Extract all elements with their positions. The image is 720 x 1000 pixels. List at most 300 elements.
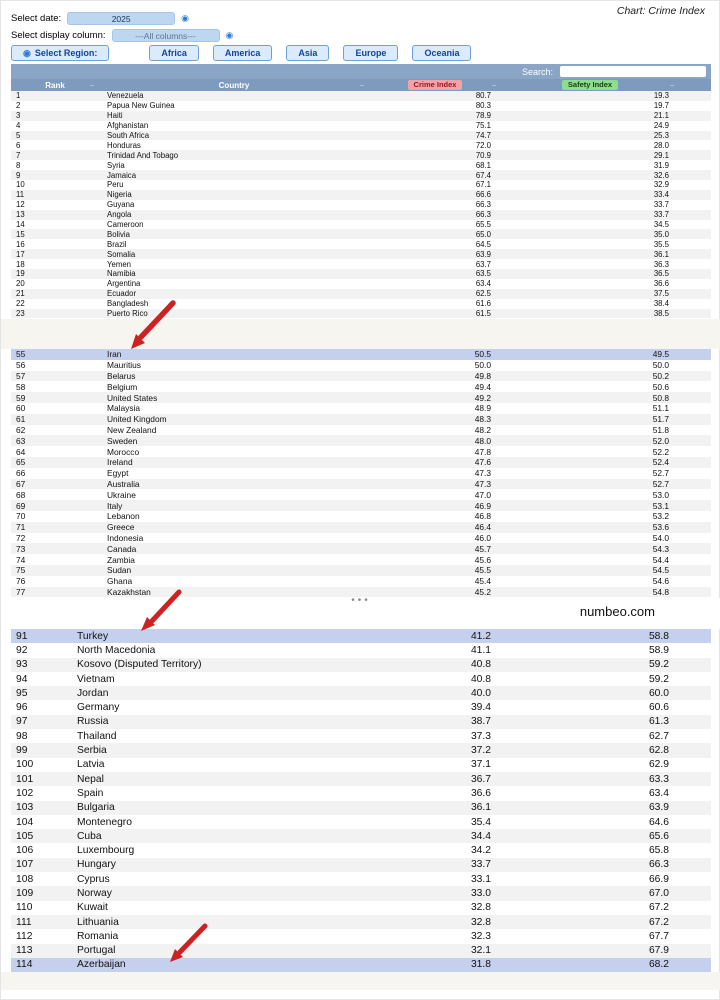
select-column-label: Select display column: [11, 30, 106, 41]
date-select-value: 2025 [111, 13, 131, 24]
cell-crime: 61.5 [475, 309, 491, 319]
cell-safety: 19.3 [653, 91, 669, 101]
table-row[interactable] [11, 643, 711, 657]
search-input[interactable] [560, 66, 706, 77]
cell-country: Cuba [77, 830, 102, 842]
cell-safety: 53.1 [652, 500, 669, 511]
date-control [11, 12, 189, 25]
cell-safety: 38.5 [653, 309, 669, 319]
table-row[interactable] [11, 101, 711, 111]
cell-country: North Macedonia [77, 644, 156, 656]
cell-rank: 64 [16, 446, 26, 457]
crime-index-badge: Crime Index [408, 80, 463, 90]
cell-safety: 19.7 [653, 101, 669, 111]
cell-country: Namibia [107, 269, 136, 279]
cell-country: Lithuania [77, 916, 119, 928]
cell-rank: 68 [16, 489, 26, 500]
cell-rank: 12 [16, 200, 25, 210]
table-row[interactable] [11, 360, 711, 371]
cell-crime: 49.4 [474, 381, 491, 392]
sort-icon: – [670, 81, 674, 89]
cell-crime: 46.0 [474, 532, 491, 543]
table-row[interactable] [11, 259, 711, 269]
cell-country: Somalia [107, 249, 136, 259]
cell-safety: 66.9 [648, 873, 669, 885]
table-row[interactable] [11, 468, 711, 479]
cell-country: New Zealand [107, 424, 157, 435]
cell-safety: 35.0 [653, 229, 669, 239]
cell-rank: 111 [16, 916, 32, 928]
cell-country: Italy [107, 500, 123, 511]
cell-safety: 38.4 [653, 299, 669, 309]
cell-rank: 71 [16, 522, 26, 533]
cell-safety: 52.2 [652, 446, 669, 457]
cell-safety: 36.6 [653, 279, 669, 289]
cell-rank: 74 [16, 554, 26, 565]
country-header-label: Country [218, 80, 250, 90]
rank-header-label: Rank [45, 80, 65, 90]
cell-country: Angola [107, 210, 132, 220]
cell-safety: 36.5 [653, 269, 669, 279]
cell-safety: 54.3 [652, 543, 669, 554]
cell-safety: 67.9 [648, 945, 669, 957]
cell-safety: 29.1 [653, 150, 669, 160]
table-row[interactable] [11, 299, 711, 309]
table-row[interactable] [11, 658, 711, 672]
cell-rank: 114 [16, 959, 33, 971]
cell-safety: 62.9 [648, 759, 669, 771]
cell-rank: 10 [16, 180, 25, 190]
cell-rank: 11 [16, 190, 25, 200]
table-row[interactable] [11, 886, 711, 900]
cell-safety: 52.7 [652, 468, 669, 479]
cell-rank: 99 [16, 745, 28, 757]
cell-rank: 59 [16, 392, 26, 403]
table-row[interactable] [11, 446, 711, 457]
region-controls [11, 45, 471, 61]
table-row[interactable] [11, 489, 711, 500]
table-row[interactable] [11, 929, 711, 943]
cell-rank: 102 [16, 787, 34, 799]
cell-rank: 103 [16, 802, 34, 814]
cell-country: Portugal [77, 945, 116, 957]
cell-safety: 24.9 [653, 121, 669, 131]
table-row[interactable] [11, 858, 711, 872]
cell-crime: 33.0 [470, 887, 491, 899]
table-header [11, 79, 711, 91]
table-row[interactable] [11, 239, 711, 249]
cell-safety: 33.7 [653, 200, 669, 210]
cell-country: Yemen [107, 259, 131, 269]
cell-safety: 54.4 [652, 554, 669, 565]
cell-safety: 33.4 [653, 190, 669, 200]
cell-country: Cameroon [107, 220, 144, 230]
cell-safety: 28.0 [653, 140, 669, 150]
table-row[interactable] [11, 901, 711, 915]
cell-rank: 104 [16, 816, 34, 828]
table-row[interactable] [11, 91, 711, 101]
cell-rank: 18 [16, 259, 25, 269]
cell-crime: 32.3 [470, 930, 491, 942]
cell-rank: 93 [16, 659, 28, 671]
cell-crime: 63.9 [475, 249, 491, 259]
table-row[interactable] [11, 815, 711, 829]
cell-safety: 54.5 [652, 565, 669, 576]
cell-safety: 59.2 [648, 659, 669, 671]
cell-rank: 108 [16, 873, 34, 885]
cell-country: Belgium [107, 381, 138, 392]
cell-country: Sweden [107, 435, 138, 446]
cell-country: Turkey [77, 630, 109, 642]
cell-crime: 50.5 [474, 349, 491, 360]
table-row[interactable] [11, 289, 711, 299]
cell-rank: 61 [16, 414, 26, 425]
cell-rank: 113 [16, 945, 33, 957]
cell-safety: 52.7 [652, 478, 669, 489]
cell-rank: 110 [16, 902, 33, 914]
cell-safety: 54.8 [652, 586, 669, 597]
search-label: Search: [521, 66, 553, 77]
table-row[interactable] [11, 220, 711, 230]
table-row[interactable] [11, 843, 711, 857]
column-header-pad [679, 79, 711, 91]
cell-country: Iran [107, 349, 122, 360]
cell-rank: 23 [16, 309, 25, 319]
cell-crime: 41.1 [470, 644, 491, 656]
table-row[interactable] [11, 543, 711, 554]
cell-safety: 63.3 [648, 773, 669, 785]
cell-country: Jordan [77, 687, 109, 699]
cell-rank: 107 [16, 859, 34, 871]
cell-safety: 67.2 [648, 916, 669, 928]
cell-country: Serbia [77, 745, 107, 757]
table-row[interactable] [11, 392, 711, 403]
table-row[interactable] [11, 915, 711, 929]
cell-safety: 51.1 [652, 403, 669, 414]
column-control [11, 29, 233, 42]
cell-country: Syria [107, 160, 125, 170]
cell-safety: 34.5 [653, 220, 669, 230]
cell-safety: 31.9 [653, 160, 669, 170]
cell-crime: 65.0 [475, 229, 491, 239]
table-row[interactable] [11, 279, 711, 289]
table-section-top [11, 91, 711, 318]
cell-crime: 47.3 [474, 468, 491, 479]
table-row[interactable] [11, 801, 711, 815]
column-header-crime[interactable] [369, 79, 501, 91]
select-region-label: Select Region: [34, 48, 98, 58]
cell-crime: 80.7 [475, 91, 491, 101]
date-select[interactable] [67, 12, 175, 25]
section-gap [1, 319, 720, 349]
table-row[interactable] [11, 715, 711, 729]
cell-country: Hungary [77, 859, 116, 871]
cell-crime: 33.1 [470, 873, 491, 885]
cell-safety: 58.8 [648, 630, 669, 642]
cell-safety: 53.6 [652, 522, 669, 533]
table-row[interactable] [11, 131, 711, 141]
cell-country: Ecuador [107, 289, 137, 299]
cell-crime: 74.7 [475, 131, 491, 140]
cell-country: Malaysia [107, 403, 141, 414]
cell-country: Bangladesh [107, 299, 149, 309]
table-row[interactable] [11, 309, 711, 319]
cell-rank: 65 [16, 457, 26, 468]
column-header-rank[interactable] [11, 79, 99, 91]
cell-rank: 14 [16, 220, 25, 230]
cell-rank: 58 [16, 381, 26, 392]
cell-safety: 59.2 [648, 673, 669, 685]
table-row[interactable] [11, 522, 711, 533]
table-row[interactable] [11, 576, 711, 587]
cell-rank: 112 [16, 930, 33, 942]
annotation-arrow-azerbaijan [159, 921, 211, 972]
table-row[interactable] [11, 140, 711, 150]
cell-crime: 31.8 [470, 959, 491, 971]
cell-crime: 70.9 [475, 150, 491, 160]
column-header-country[interactable] [99, 79, 369, 91]
table-row[interactable] [11, 425, 711, 436]
cell-crime: 63.5 [475, 269, 491, 279]
cell-rank: 8 [16, 160, 21, 170]
cell-country: Kazakhstan [107, 586, 151, 597]
table-row[interactable] [11, 729, 711, 743]
cell-rank: 20 [16, 279, 25, 289]
table-row[interactable] [11, 872, 711, 886]
cell-country: United States [107, 392, 158, 403]
cell-country: Egypt [107, 468, 129, 479]
cell-crime: 68.1 [475, 160, 491, 170]
cell-safety: 62.7 [648, 730, 669, 742]
table-row[interactable] [11, 511, 711, 522]
cell-rank: 19 [16, 269, 25, 279]
chart-title: Chart: Crime Index [616, 5, 705, 17]
cell-crime: 37.3 [470, 730, 491, 742]
cell-safety: 53.0 [652, 489, 669, 500]
table-row[interactable] [11, 786, 711, 800]
select-date-label: Select date: [11, 13, 62, 24]
table-row[interactable] [11, 160, 711, 170]
cell-rank: 98 [16, 730, 28, 742]
cell-country: Indonesia [107, 532, 144, 543]
table-row[interactable] [11, 772, 711, 786]
region-button-asia[interactable]: Asia [286, 45, 329, 61]
table-row[interactable] [11, 210, 711, 220]
region-button-europe[interactable]: Europe [343, 45, 398, 61]
cell-rank: 57 [16, 370, 26, 381]
cell-crime: 33.7 [470, 859, 491, 871]
table-row[interactable] [11, 565, 711, 576]
cell-safety: 54.6 [652, 576, 669, 587]
cell-rank: 62 [16, 424, 26, 435]
cell-crime: 46.8 [474, 511, 491, 522]
cell-safety: 51.8 [652, 424, 669, 435]
cell-country: Luxembourg [77, 845, 135, 857]
region-button-africa[interactable]: Africa [149, 45, 199, 61]
cell-crime: 66.6 [475, 190, 491, 200]
cell-country: Belarus [107, 370, 136, 381]
region-buttons [149, 45, 471, 61]
table-row[interactable] [11, 629, 711, 643]
numbeo-watermark: numbeo.com [579, 604, 655, 619]
safety-index-badge: Safety Index [562, 80, 618, 90]
cell-safety: 21.1 [653, 111, 669, 121]
table-row[interactable] [11, 743, 711, 757]
table-row[interactable] [11, 686, 711, 700]
cell-crime: 66.3 [475, 200, 491, 210]
annotation-arrow-iran [117, 297, 179, 360]
cell-crime: 49.8 [474, 370, 491, 381]
cell-country: Spain [77, 787, 104, 799]
cell-rank: 9 [16, 170, 21, 180]
table-row[interactable] [11, 349, 711, 360]
column-header-safety[interactable] [501, 79, 679, 91]
cell-rank: 77 [16, 586, 26, 597]
cell-rank: 15 [16, 229, 25, 239]
cell-rank: 22 [16, 299, 25, 309]
table-row[interactable] [11, 829, 711, 843]
cell-country: Montenegro [77, 816, 132, 828]
table-row[interactable] [11, 533, 711, 544]
table-row[interactable] [11, 958, 711, 972]
table-row[interactable] [11, 403, 711, 414]
cell-safety: 63.9 [648, 802, 669, 814]
table-row[interactable] [11, 700, 711, 714]
table-row[interactable] [11, 170, 711, 180]
cell-crime: 37.1 [470, 759, 491, 771]
cell-crime: 47.8 [474, 446, 491, 457]
cell-crime: 61.6 [475, 299, 491, 309]
cell-crime: 40.8 [470, 659, 491, 671]
cell-rank: 69 [16, 500, 26, 511]
cell-safety: 67.2 [648, 902, 669, 914]
cell-rank: 94 [16, 673, 28, 685]
cell-safety: 65.6 [648, 830, 669, 842]
cell-country: Guyana [107, 200, 135, 210]
cell-safety: 53.2 [652, 511, 669, 522]
cell-crime: 47.0 [474, 489, 491, 500]
cell-country: Venezuela [107, 91, 144, 101]
cell-country: Kuwait [77, 902, 108, 914]
cell-country: Australia [107, 478, 140, 489]
cell-country: Jamaica [107, 170, 137, 180]
table-row[interactable] [11, 121, 711, 131]
table-row[interactable] [11, 190, 711, 200]
cell-rank: 73 [16, 543, 26, 554]
cell-rank: 100 [16, 759, 34, 771]
table-row[interactable] [11, 150, 711, 160]
cell-crime: 48.0 [474, 435, 491, 446]
select-region-button[interactable] [11, 45, 109, 61]
table-row[interactable] [11, 479, 711, 490]
cell-crime: 36.7 [470, 773, 491, 785]
table-row[interactable] [11, 229, 711, 239]
table-section-middle [11, 349, 711, 597]
cell-crime: 75.1 [475, 121, 491, 131]
cell-crime: 32.1 [470, 945, 491, 957]
cell-crime: 62.5 [475, 289, 491, 299]
table-row[interactable] [11, 111, 711, 121]
cell-country: Afghanistan [107, 121, 149, 131]
cell-crime: 48.3 [474, 414, 491, 425]
region-button-oceania[interactable]: Oceania [412, 45, 471, 61]
cell-crime: 47.3 [474, 478, 491, 489]
cell-crime: 45.7 [474, 543, 491, 554]
cell-rank: 101 [16, 773, 34, 785]
cell-country: Argentina [107, 279, 141, 289]
cell-rank: 105 [16, 830, 34, 842]
region-indicator-icon: ◉ [23, 47, 31, 58]
table-row[interactable] [11, 758, 711, 772]
column-select[interactable] [112, 29, 220, 42]
column-select-value: ---All columns--- [135, 30, 196, 41]
table-row[interactable] [11, 249, 711, 259]
table-row[interactable] [11, 381, 711, 392]
cell-safety: 68.2 [648, 959, 669, 971]
cell-rank: 75 [16, 565, 26, 576]
table-row[interactable] [11, 435, 711, 446]
cell-safety: 37.5 [653, 289, 669, 299]
table-row[interactable] [11, 200, 711, 210]
table-row[interactable] [11, 414, 711, 425]
cell-safety: 36.1 [653, 249, 669, 259]
cell-crime: 65.5 [475, 220, 491, 230]
table-row[interactable] [11, 371, 711, 382]
cell-safety: 52.0 [652, 435, 669, 446]
cell-safety: 25.3 [653, 131, 669, 140]
cell-country: Latvia [77, 759, 105, 771]
cell-safety: 35.5 [653, 239, 669, 249]
table-row[interactable] [11, 944, 711, 958]
cell-country: South Africa [107, 131, 150, 140]
cell-safety: 54.0 [652, 532, 669, 543]
cell-country: Kosovo (Disputed Territory) [77, 659, 202, 671]
table-row[interactable] [11, 554, 711, 565]
cell-country: Honduras [107, 140, 141, 150]
cell-rank: 91 [16, 630, 28, 642]
table-section-bottom [11, 629, 711, 972]
cell-safety: 50.8 [652, 392, 669, 403]
cell-country: Trinidad And Tobago [107, 150, 179, 160]
cell-country: Nepal [77, 773, 104, 785]
table-row[interactable] [11, 672, 711, 686]
cell-safety: 62.8 [648, 745, 669, 757]
cell-crime: 36.1 [470, 802, 491, 814]
table-row[interactable] [11, 269, 711, 279]
select-indicator-icon: ◉ [181, 13, 190, 23]
cell-rank: 67 [16, 478, 26, 489]
cell-crime: 80.3 [475, 101, 491, 111]
cell-safety: 60.6 [648, 702, 669, 714]
table-row[interactable] [11, 457, 711, 468]
cell-crime: 45.5 [474, 565, 491, 576]
cell-crime: 40.0 [470, 687, 491, 699]
select-indicator-icon: ◉ [225, 30, 234, 40]
cell-rank: 97 [16, 716, 28, 728]
cell-rank: 92 [16, 644, 28, 656]
table-row[interactable] [11, 500, 711, 511]
cell-rank: 2 [16, 101, 21, 111]
cell-safety: 61.3 [648, 716, 669, 728]
table-row[interactable] [11, 180, 711, 190]
cell-crime: 39.4 [470, 702, 491, 714]
cell-safety: 36.3 [653, 259, 669, 269]
region-button-america[interactable]: America [213, 45, 273, 61]
cell-crime: 50.0 [474, 360, 491, 371]
cell-crime: 34.4 [470, 830, 491, 842]
cell-country: Papua New Guinea [107, 101, 175, 111]
cell-rank: 72 [16, 532, 26, 543]
